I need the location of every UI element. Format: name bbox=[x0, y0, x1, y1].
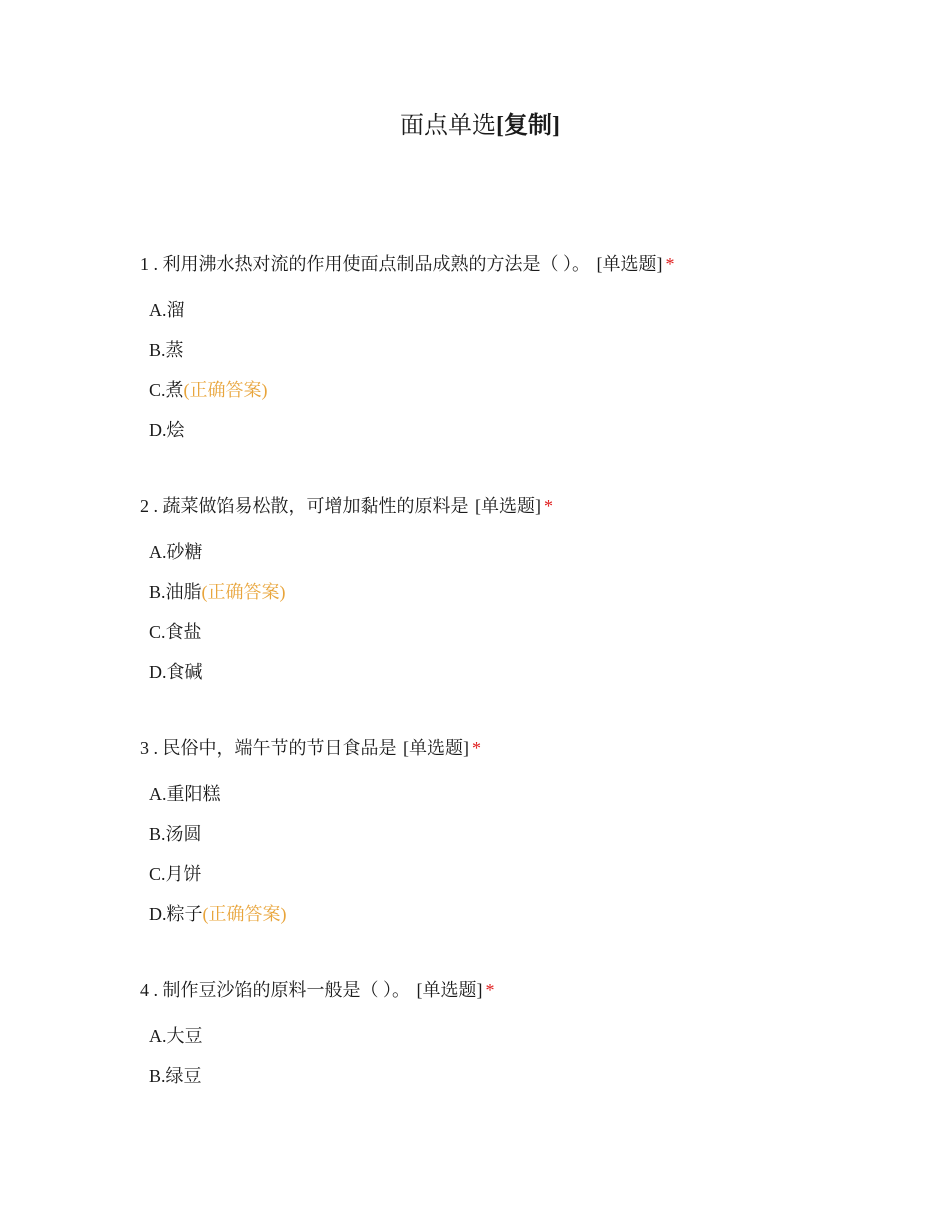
option-text: 食盐 bbox=[165, 622, 202, 642]
option-a[interactable] bbox=[149, 780, 900, 820]
option-letter: A. bbox=[149, 1026, 167, 1046]
option-text: 大豆 bbox=[166, 1026, 203, 1046]
option-c[interactable] bbox=[149, 376, 900, 416]
question-number: 1 bbox=[140, 254, 149, 274]
option-b[interactable] bbox=[149, 820, 900, 860]
question-stem: 1 . 利用沸水热对流的作用使面点制品成熟的方法是（ ）。 [单选题] * bbox=[140, 254, 675, 274]
option-list bbox=[140, 780, 900, 940]
question-text: 蔬菜做馅易松散，可增加黏性的原料是 bbox=[162, 496, 469, 516]
option-a[interactable] bbox=[149, 538, 900, 578]
question-number: 3 bbox=[140, 738, 149, 758]
option-letter: D. bbox=[149, 662, 167, 682]
question-2 bbox=[140, 492, 900, 734]
option-letter: C. bbox=[149, 380, 166, 400]
required-mark: * bbox=[544, 496, 553, 516]
title-main: 面点单选 bbox=[400, 113, 496, 139]
question-text: 民俗中，端午节的节日食品是 bbox=[162, 738, 397, 758]
option-text: 砂糖 bbox=[166, 542, 203, 562]
option-b[interactable] bbox=[149, 578, 900, 618]
option-text: 汤圆 bbox=[165, 824, 202, 844]
required-mark: * bbox=[472, 738, 481, 758]
title-suffix: [复制] bbox=[496, 113, 560, 139]
option-text: 食碱 bbox=[166, 662, 203, 682]
question-number: 2 bbox=[140, 496, 149, 516]
option-a[interactable] bbox=[149, 296, 900, 336]
option-letter: A. bbox=[149, 542, 167, 562]
question-stem: 4 . 制作豆沙馅的原料一般是（ ）。 [单选题] * bbox=[140, 980, 495, 1000]
option-a[interactable] bbox=[149, 1022, 900, 1062]
option-text: 蒸 bbox=[165, 340, 184, 360]
question-list bbox=[140, 250, 900, 1218]
option-text: 粽子 bbox=[166, 904, 203, 924]
option-letter: A. bbox=[149, 784, 167, 804]
option-text: 溜 bbox=[166, 300, 185, 320]
option-letter: C. bbox=[149, 622, 166, 642]
option-letter: A. bbox=[149, 300, 167, 320]
option-text: 油脂 bbox=[165, 582, 202, 602]
option-letter: B. bbox=[149, 1066, 166, 1086]
option-list bbox=[140, 296, 900, 456]
option-d[interactable] bbox=[149, 900, 900, 940]
question-text: 利用沸水热对流的作用使面点制品成熟的方法是（ ）。 bbox=[162, 254, 590, 274]
option-letter: C. bbox=[149, 864, 166, 884]
question-type: [单选题] bbox=[596, 254, 663, 274]
required-mark: * bbox=[485, 980, 495, 1000]
option-list bbox=[140, 538, 900, 698]
option-d[interactable] bbox=[149, 416, 900, 456]
question-3 bbox=[140, 734, 900, 976]
question-type: [单选题] bbox=[403, 738, 469, 758]
option-list bbox=[140, 1022, 900, 1102]
question-number: 4 bbox=[140, 980, 149, 1000]
option-text: 绿豆 bbox=[165, 1066, 202, 1086]
option-letter: D. bbox=[149, 420, 167, 440]
option-letter: D. bbox=[149, 904, 167, 924]
required-mark: * bbox=[665, 254, 675, 274]
option-text: 烩 bbox=[166, 420, 185, 440]
option-text: 月饼 bbox=[165, 864, 202, 884]
option-c[interactable] bbox=[149, 618, 900, 658]
question-stem: 3 . 民俗中，端午节的节日食品是 [单选题] * bbox=[140, 738, 481, 758]
question-type: [单选题] bbox=[416, 980, 483, 1000]
correct-answer-label: (正确答案) bbox=[201, 582, 286, 602]
question-4 bbox=[140, 976, 900, 1218]
page-title bbox=[0, 110, 950, 142]
option-text: 煮 bbox=[165, 380, 184, 400]
correct-answer-label: (正确答案) bbox=[202, 904, 287, 924]
question-type: [单选题] bbox=[475, 496, 541, 516]
option-letter: B. bbox=[149, 582, 166, 602]
option-d[interactable] bbox=[149, 658, 900, 698]
option-letter: B. bbox=[149, 340, 166, 360]
question-stem: 2 . 蔬菜做馅易松散，可增加黏性的原料是 [单选题] * bbox=[140, 496, 553, 516]
option-b[interactable] bbox=[149, 336, 900, 376]
option-b[interactable] bbox=[149, 1062, 900, 1102]
option-c[interactable] bbox=[149, 860, 900, 900]
correct-answer-label: (正确答案) bbox=[183, 380, 268, 400]
question-text: 制作豆沙馅的原料一般是（ ）。 bbox=[162, 980, 410, 1000]
option-text: 重阳糕 bbox=[166, 784, 221, 804]
option-letter: B. bbox=[149, 824, 166, 844]
question-1 bbox=[140, 250, 900, 492]
